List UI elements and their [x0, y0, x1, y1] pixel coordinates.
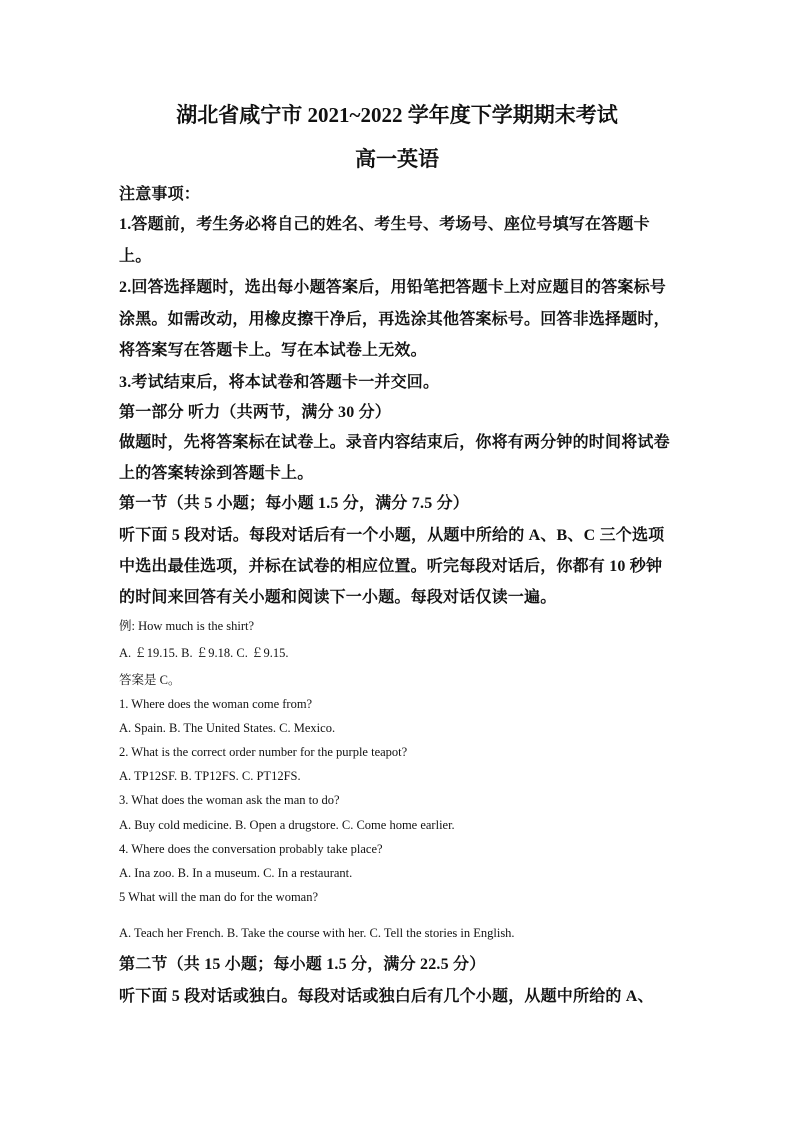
question-5: 5 What will the man do for the woman? [119, 890, 319, 904]
question-1-options: A. Spain. B. The United States. C. Mexico. [119, 721, 336, 735]
exam-subtitle: 高一英语 [355, 147, 439, 171]
question-2-options: A. TP12SF. B. TP12FS. C. PT12FS. [119, 769, 301, 783]
question-2: 2. What is the correct order number for the purple teapot? [119, 745, 408, 759]
section2-instruction-line-1: 听下面 5 段对话或独白。每段对话或独白后有几个小题，从题中所给的 A、 [119, 988, 654, 1005]
notice-item-1-line-2: 上。 [119, 248, 152, 265]
question-1: 1. Where does the woman come from? [119, 697, 313, 711]
part1-heading: 第一部分 听力（共两节，满分 30 分） [119, 404, 392, 421]
question-4-options: A. Ina zoo. B. In a museum. C. In a restaurant. [119, 866, 353, 880]
section2-heading: 第二节（共 15 小题；每小题 1.5 分，满分 22.5 分） [119, 956, 486, 973]
question-4: 4. Where does the conversation probably take place? [119, 842, 383, 856]
example-options: A. ￡19.15. B. ￡9.18. C. ￡9.15. [119, 646, 289, 660]
section1-instruction-line-3: 的时间来回答有关小题和阅读下一小题。每段对话仅读一遍。 [119, 589, 557, 606]
notice-item-2-line-2: 涂黑。如需改动，用橡皮擦干净后，再选涂其他答案标号。回答非选择题时， [119, 311, 670, 328]
notice-item-3: 3.考试结束后，将本试卷和答题卡一并交回。 [119, 374, 440, 391]
question-5-options: A. Teach her French. B. Take the course with her. C. Tell the stories in English. [119, 926, 515, 940]
question-3-options: A. Buy cold medicine. B. Open a drugstore. C. Come home earlier. [119, 818, 455, 832]
part1-instruction-line-1: 做题时，先将答案标在试卷上。录音内容结束后，你将有两分钟的时间将试卷 [119, 434, 670, 451]
example-question: 例: How much is the shirt? [119, 619, 255, 633]
notice-item-1-line-1: 1.答题前，考生务必将自己的姓名、考生号、考场号、座位号填写在答题卡 [119, 216, 650, 233]
question-3: 3. What does the woman ask the man to do? [119, 793, 340, 807]
section1-heading: 第一节（共 5 小题；每小题 1.5 分，满分 7.5 分） [119, 495, 470, 512]
notice-item-2-line-3: 将答案写在答题卡上。写在本试卷上无效。 [119, 342, 427, 359]
notice-heading: 注意事项： [119, 186, 201, 203]
section1-instruction-line-1: 听下面 5 段对话。每段对话后有一个小题，从题中所给的 A、B、C 三个选项 [119, 527, 665, 544]
section1-instruction-line-2: 中选出最佳选项，并标在试卷的相应位置。听完每段对话后，你都有 10 秒钟 [119, 558, 663, 575]
notice-item-2-line-1: 2.回答选择题时，选出每小题答案后，用铅笔把答题卡上对应题目的答案标号 [119, 279, 667, 296]
example-answer: 答案是 C。 [119, 673, 181, 687]
part1-instruction-line-2: 上的答案转涂到答题卡上。 [119, 465, 314, 482]
exam-title: 湖北省咸宁市 2021~2022 学年度下学期期末考试 [176, 103, 618, 127]
